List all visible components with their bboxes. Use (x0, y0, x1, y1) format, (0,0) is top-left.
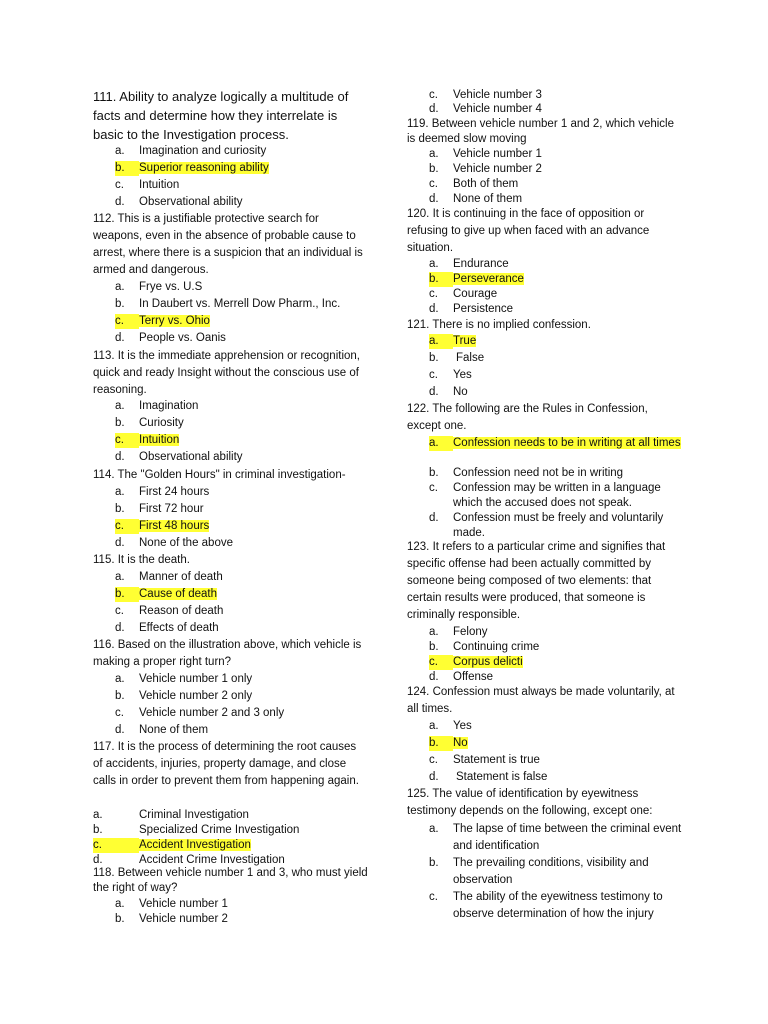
question-117: 117. It is the process of determining the root causes of accidents, injuries, property damage, and close calls in order to prevent them from happening again. (93, 741, 359, 787)
question-122: 122. The following are the Rules in Confession, except one. (407, 403, 648, 432)
question-113: 113. It is the immediate apprehension or recognition, quick and ready Insight without the conscious use of reasoning. (93, 350, 360, 396)
question-123: 123. It refers to a particular crime and signifies that specific offense had been actually committed by someone being composed of two elements: that certain results were produced, that someone is criminally responsible. (407, 541, 666, 621)
question-125: 125. The value of identification by eyewitness testimony depends on the following, except one: (407, 788, 653, 817)
question-111: 111. Ability to analyze logically a multitude of facts and determine how they interrelate is basic to the Investigation process. (93, 89, 349, 142)
question-115: 115. It is the death. (93, 554, 190, 566)
question-121: 121. There is no implied confession. (407, 319, 591, 331)
question-116: 116. Based on the illustration above, which vehicle is making a proper right turn? (93, 639, 362, 668)
question-120: 120. It is continuing in the face of opposition or refusing to give up when faced with an advance situation. (407, 208, 650, 254)
question-118: 118. Between vehicle number 1 and 3, who must yield the right of way? (93, 867, 368, 894)
question-114: 114. The "Golden Hours" in criminal investigation- (93, 469, 346, 481)
question-112: 112. This is a justifiable protective search for weapons, even in the absence of probable cause to arrest, where there is a suspicion that an individual is armed and dangerous. (93, 213, 363, 276)
question-124: 124. Confession must always be made voluntarily, at all times. (407, 686, 675, 715)
question-119: 119. Between vehicle number 1 and 2, which vehicle is deemed slow moving (407, 118, 675, 145)
